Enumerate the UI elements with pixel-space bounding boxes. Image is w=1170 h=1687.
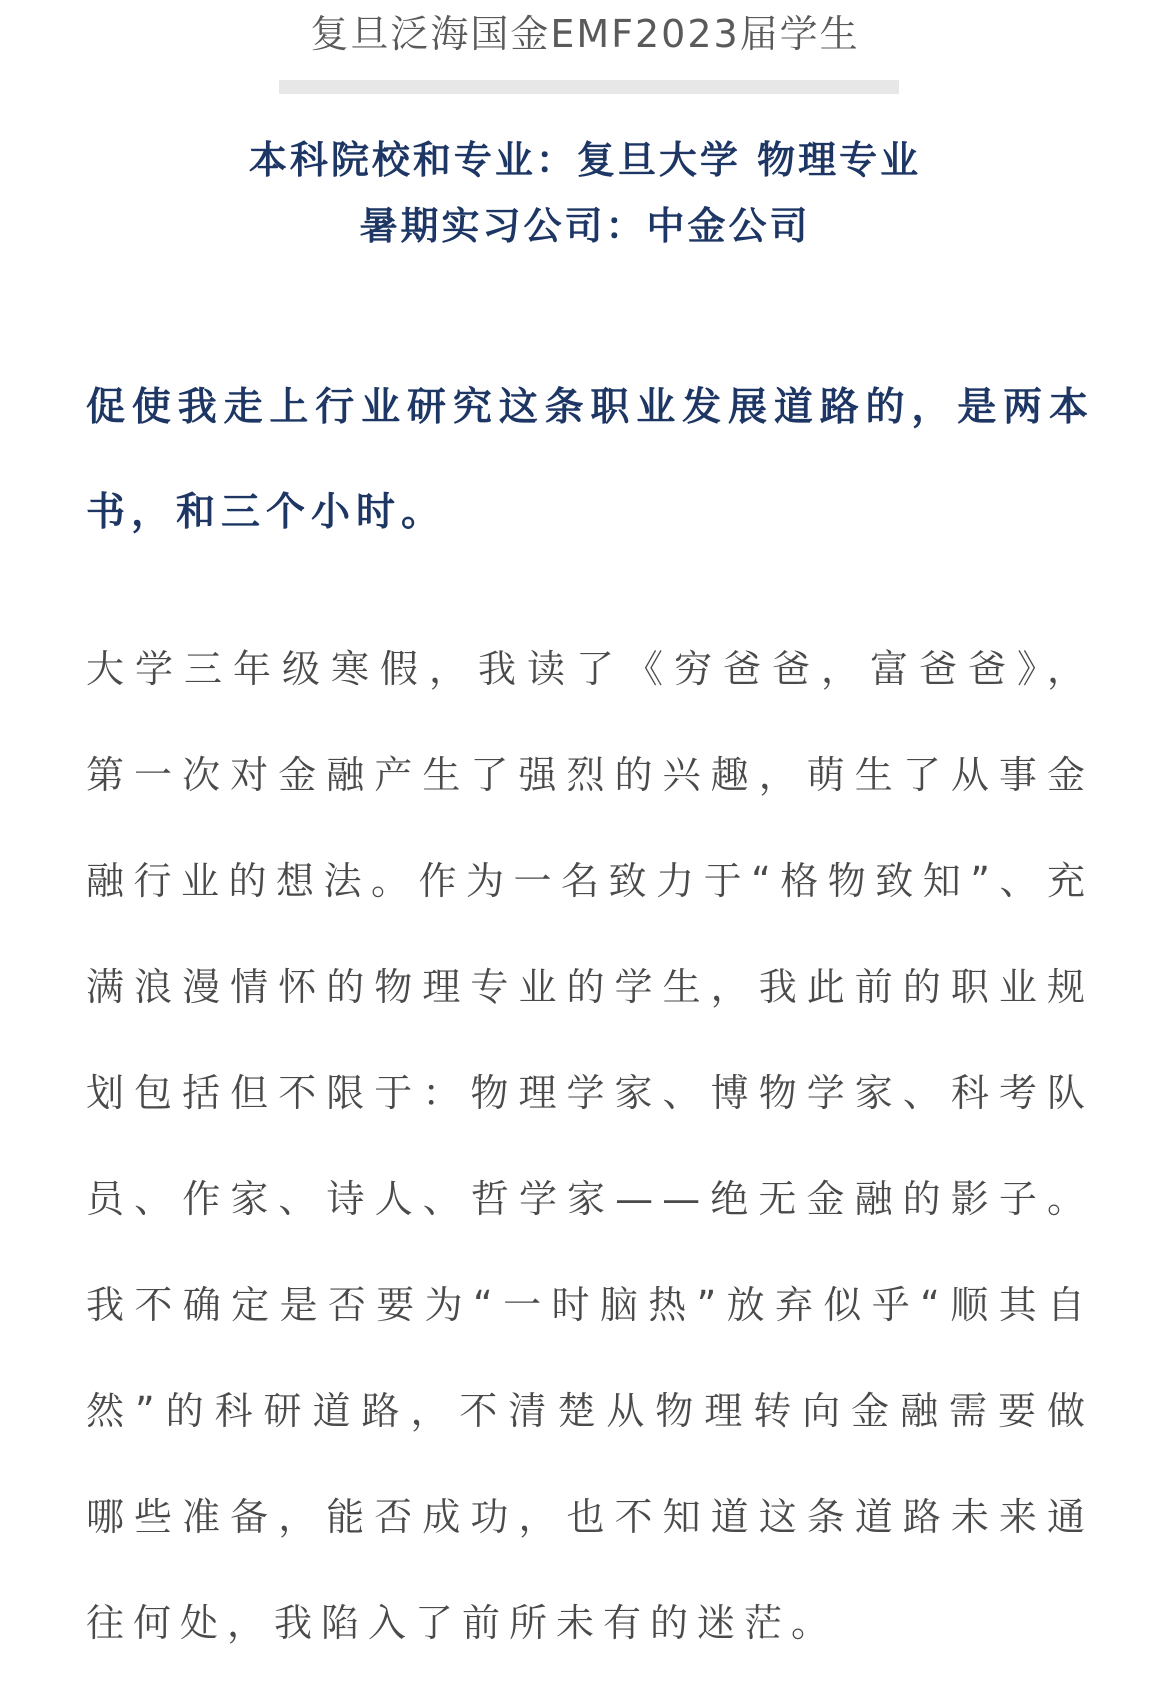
student-subtitle: 复旦泛海国金EMF2023届学生	[310, 12, 860, 56]
internship-company-line: 暑期实习公司：中金公司	[359, 204, 811, 248]
body-paragraph: 大学三年级寒假，我读了《穷爸爸，富爸爸》，第一次对金融产生了强烈的兴趣，萌生了从事金融行业的想法。作为一名致力于“格物致知”、充满浪漫情怀的物理专业的学生，我此前的职业规划包括但不限于：物理学家、博物学家、科考队员、作家、诗人、哲学家——绝无金融的影子。我不确定是否要为“一时脑热”放弃似乎“顺其自然”的科研道路，不清楚从物理转向金融需要做哪些准备，能否成功，也不知道这条道路未来通往何处，我陷入了前所未有的迷茫。	[86, 647, 1094, 1645]
school-major-line: 本科院校和专业：复旦大学 物理专业	[248, 138, 922, 182]
section-divider	[279, 80, 899, 94]
lead-paragraph: 促使我走上行业研究这条职业发展道路的，是两本书，和三个小时。	[86, 385, 1094, 535]
